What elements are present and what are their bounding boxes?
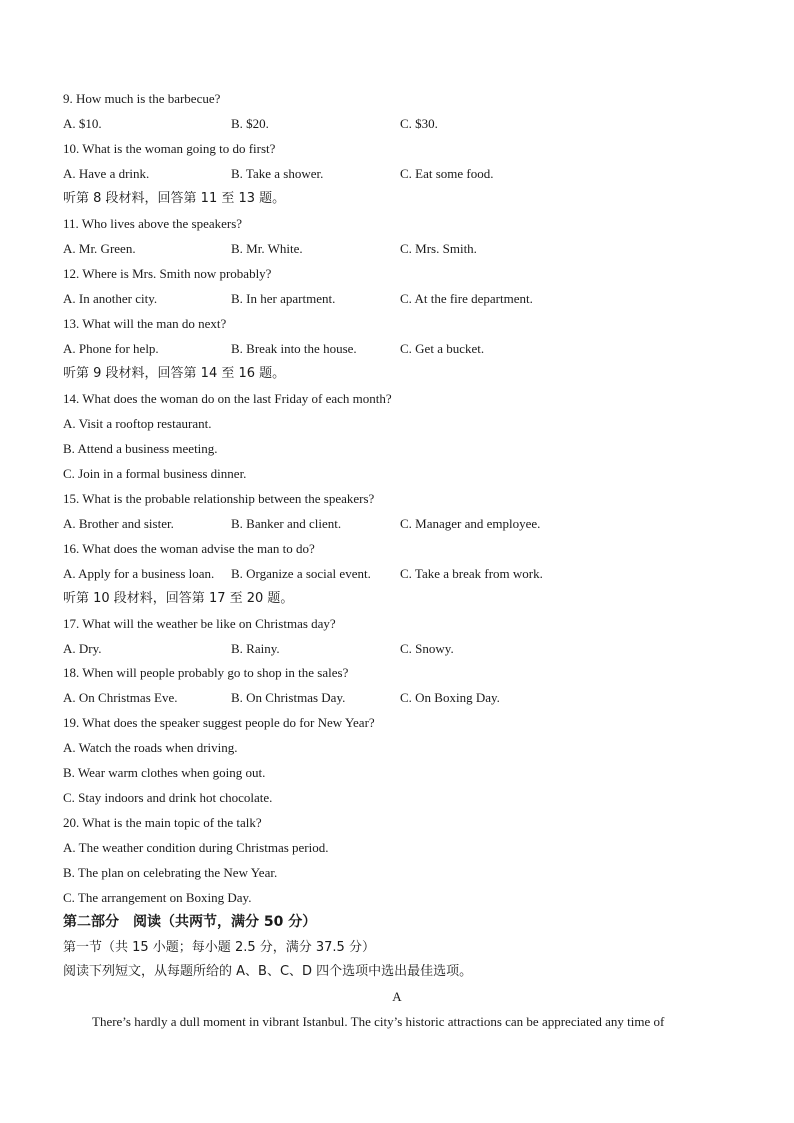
- question-20: 20. What is the main topic of the talk?: [63, 815, 262, 830]
- option-b: B. Rainy.: [231, 641, 280, 656]
- option-c: C. Stay indoors and drink hot chocolate.: [63, 790, 273, 805]
- option-b: B. Banker and client.: [231, 516, 342, 531]
- option-c: C. At the fire department.: [400, 291, 533, 306]
- option-c: C. The arrangement on Boxing Day.: [63, 890, 252, 905]
- option-b: B. Wear warm clothes when going out.: [63, 765, 266, 780]
- option-a: A. Have a drink.: [63, 166, 150, 181]
- question-18: 18. When will people probably go to shop in the sales?: [63, 665, 349, 680]
- option-b: B. Break into the house.: [231, 341, 357, 356]
- option-b: B. Take a shower.: [231, 166, 324, 181]
- option-a: A. Watch the roads when driving.: [63, 740, 238, 755]
- option-b: B. In her apartment.: [231, 291, 336, 306]
- instruction-seg8: 听第 8 段材料，回答第 11 至 13 题。: [63, 191, 286, 206]
- question-10: 10. What is the woman going to do first?: [63, 141, 276, 156]
- option-a: A. $10.: [63, 116, 102, 131]
- option-c: C. Eat some food.: [400, 166, 494, 181]
- option-a: A. In another city.: [63, 291, 158, 306]
- option-a: A. On Christmas Eve.: [63, 690, 178, 705]
- option-a: A. Apply for a business loan.: [63, 566, 215, 581]
- option-b: B. Attend a business meeting.: [63, 441, 218, 456]
- option-c: C. Manager and employee.: [400, 516, 541, 531]
- option-c: C. Mrs. Smith.: [400, 241, 477, 256]
- section1-heading: 第一节（共 15 小题；每小题 2.5 分，满分 37.5 分）: [63, 940, 375, 955]
- option-c: C. $30.: [400, 116, 438, 131]
- option-c: C. Get a bucket.: [400, 341, 485, 356]
- option-c: C. On Boxing Day.: [400, 690, 500, 705]
- option-c: C. Take a break from work.: [400, 566, 543, 581]
- option-a: A. Dry.: [63, 641, 102, 656]
- option-b: B. Mr. White.: [231, 241, 303, 256]
- question-11: 11. Who lives above the speakers?: [63, 216, 243, 231]
- option-b: B. Organize a social event.: [231, 566, 371, 581]
- question-19: 19. What does the speaker suggest people do for New Year?: [63, 715, 375, 730]
- reading-directions: 阅读下列短文，从每题所给的 A、B、C、D 四个选项中选出最佳选项。: [63, 964, 473, 979]
- passage-label: A: [392, 989, 402, 1004]
- question-14: 14. What does the woman do on the last Friday of each month?: [63, 391, 392, 406]
- question-9: 9. How much is the barbecue?: [63, 91, 221, 106]
- option-a: A. Mr. Green.: [63, 241, 136, 256]
- question-15: 15. What is the probable relationship between the speakers?: [63, 491, 375, 506]
- option-a: A. Phone for help.: [63, 341, 159, 356]
- option-b: B. The plan on celebrating the New Year.: [63, 865, 278, 880]
- option-a: A. Brother and sister.: [63, 516, 174, 531]
- question-12: 12. Where is Mrs. Smith now probably?: [63, 266, 272, 281]
- option-a: A. Visit a rooftop restaurant.: [63, 416, 212, 431]
- passage-text: There’s hardly a dull moment in vibrant Istanbul. The city’s historic attractions can be appreciated any time of: [92, 1014, 665, 1029]
- option-b: B. On Christmas Day.: [231, 690, 346, 705]
- question-13: 13. What will the man do next?: [63, 316, 227, 331]
- question-16: 16. What does the woman advise the man to do?: [63, 541, 315, 556]
- part2-heading: 第二部分 阅读（共两节，满分 50 分）: [63, 914, 317, 930]
- instruction-seg10: 听第 10 段材料，回答第 17 至 20 题。: [63, 591, 294, 606]
- option-b: B. $20.: [231, 116, 269, 131]
- instruction-seg9: 听第 9 段材料，回答第 14 至 16 题。: [63, 366, 286, 381]
- option-a: A. The weather condition during Christmas period.: [63, 840, 329, 855]
- option-c: C. Snowy.: [400, 641, 454, 656]
- option-c: C. Join in a formal business dinner.: [63, 466, 247, 481]
- question-17: 17. What will the weather be like on Christmas day?: [63, 616, 336, 631]
